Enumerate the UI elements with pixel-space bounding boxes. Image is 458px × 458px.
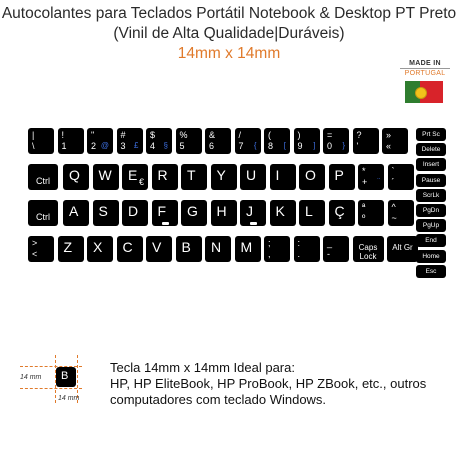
key-label: Q <box>69 167 80 183</box>
key-label: D <box>128 203 139 219</box>
key-label-top: * <box>362 166 366 176</box>
function-key-sticker: Home <box>416 250 446 263</box>
key-sticker <box>235 236 261 262</box>
title-line-2: (Vinil de Alta Qualidade|Duráveis) <box>113 25 345 42</box>
key-label-top: » <box>386 130 392 140</box>
key-sticker <box>87 128 113 154</box>
key-label-alt: @ <box>100 141 109 150</box>
key-label-bottom: 6 <box>209 141 215 151</box>
key-label-bottom: ' <box>356 141 359 151</box>
key-sticker <box>146 236 172 262</box>
key-label-bottom: 5 <box>179 141 185 151</box>
key-label: T <box>187 167 196 183</box>
height-dimension: 14 mm <box>20 374 42 381</box>
function-key-sticker: Delete <box>416 143 446 156</box>
key-label-bottom: 2 <box>91 141 97 151</box>
key-label: R <box>157 167 168 183</box>
key-sticker <box>294 236 320 262</box>
key-sticker <box>382 128 408 154</box>
key-label-top: ? <box>356 130 362 140</box>
description-line: Tecla 14mm x 14mm Ideal para: <box>110 360 295 375</box>
key-sticker <box>205 128 231 154</box>
key-label: Ctrl <box>36 176 50 186</box>
key-label: Z <box>63 239 73 255</box>
function-key-sticker: PgUp <box>416 219 446 232</box>
key-label-bottom: 8 <box>268 141 274 151</box>
key-sticker <box>299 164 325 190</box>
key-label: V <box>152 239 162 255</box>
key-label-bottom: « <box>386 141 392 151</box>
key-sticker <box>63 164 89 190</box>
key-label-bottom: - <box>327 249 330 259</box>
key-label-bottom: º <box>362 213 366 223</box>
key-label-bottom: < <box>32 249 38 259</box>
key-label-top: ( <box>268 130 271 140</box>
key-label-top: = <box>327 130 333 140</box>
key-sticker <box>353 236 384 262</box>
key-label: Y <box>216 167 226 183</box>
key-sticker <box>211 164 237 190</box>
key-sticker <box>28 236 54 262</box>
key-label: P <box>334 167 344 183</box>
key-label: J <box>246 203 253 219</box>
function-key-sticker: Pause <box>416 174 446 187</box>
key-label-top: # <box>120 130 126 140</box>
key-sticker <box>176 236 202 262</box>
key-label-alt: ¨ <box>377 177 380 186</box>
dimension-line <box>20 388 82 389</box>
portugal-flag-icon <box>405 81 443 103</box>
key-label: N <box>211 239 222 255</box>
key-label-alt: [ <box>283 141 286 150</box>
key-label: C <box>122 239 133 255</box>
function-key-sticker: Insert <box>416 158 446 171</box>
key-label-alt: ] <box>313 141 316 150</box>
key-sticker <box>358 164 384 190</box>
key-label: Ctrl <box>36 212 50 222</box>
key-sticker <box>152 200 178 226</box>
key-label-top: ª <box>362 202 366 212</box>
key-label-top: _ <box>327 238 333 248</box>
key-label-bottom: 0 <box>327 141 333 151</box>
key-label: X <box>93 239 103 255</box>
size-label: 14mm x 14mm <box>177 45 281 62</box>
key-label: L <box>305 203 313 219</box>
key-sticker <box>353 128 379 154</box>
key-label-top: " <box>91 130 95 140</box>
key-sticker <box>28 200 58 226</box>
home-bump <box>250 222 257 225</box>
key-sticker <box>388 164 414 190</box>
key-sticker <box>93 164 119 190</box>
key-sticker <box>181 200 207 226</box>
key-sticker <box>28 164 58 190</box>
key-sticker <box>117 236 143 262</box>
made-in-portugal-badge <box>400 60 450 78</box>
key-sticker <box>323 236 349 262</box>
key-label-top: ) <box>297 130 301 140</box>
key-label-bottom: ´ <box>391 177 395 187</box>
key-label: B <box>181 239 191 255</box>
key-label-bottom: 7 <box>238 141 244 151</box>
key-sticker <box>240 200 266 226</box>
key-label: E <box>128 167 138 183</box>
key-label-top: & <box>209 130 216 140</box>
key-sticker <box>323 128 349 154</box>
key-label: M <box>240 239 253 255</box>
key-label: F <box>157 203 167 219</box>
key-label-bottom: 9 <box>297 141 303 151</box>
key-sticker <box>388 200 414 226</box>
key-label-top: ^ <box>391 202 396 212</box>
key-sticker <box>152 164 178 190</box>
key-sticker <box>270 200 296 226</box>
key-sticker <box>93 200 119 226</box>
title-line-1: Autocolantes para Teclados Portátil Notebook & Desktop PT Preto <box>1 5 457 22</box>
key-sticker <box>240 164 266 190</box>
key-sticker <box>270 164 296 190</box>
key-sticker <box>117 128 143 154</box>
key-sticker <box>122 164 148 190</box>
key-label-top: ` <box>391 166 395 176</box>
key-label-bottom: \ <box>32 141 35 151</box>
key-label-top: ; <box>268 238 271 248</box>
key-sticker <box>63 200 89 226</box>
key-sticker <box>87 236 113 262</box>
key-sticker <box>146 128 172 154</box>
key-label-alt: € <box>138 177 144 187</box>
key-label: A <box>69 203 79 219</box>
description-line: HP, HP EliteBook, HP ProBook, HP ZBook, etc., outros <box>110 376 427 391</box>
description-line: computadores com teclado Windows. <box>110 392 327 407</box>
key-label-top: | <box>32 130 35 140</box>
key-sticker <box>387 236 418 262</box>
key-label: K <box>275 203 285 219</box>
key-label: O <box>305 167 316 183</box>
function-key-sticker: End <box>416 234 446 247</box>
key-label-top: / <box>238 130 242 140</box>
home-bump <box>162 222 169 225</box>
key-label: U <box>246 167 257 183</box>
key-sticker <box>264 128 290 154</box>
key-sticker <box>264 236 290 262</box>
description <box>110 360 426 408</box>
product-title <box>0 4 458 64</box>
function-key-sticker: ScrLk <box>416 189 446 202</box>
key-sticker <box>235 128 261 154</box>
key-label-bottom: + <box>362 177 368 187</box>
key-sticker <box>294 128 320 154</box>
key-label-bottom: , <box>268 249 271 259</box>
width-dimension: 14 mm <box>58 395 80 402</box>
key-sticker <box>329 164 355 190</box>
key-label-alt: } <box>342 141 345 150</box>
function-key-sticker: PgDn <box>416 204 446 217</box>
key-label-alt: { <box>253 141 257 150</box>
key-sticker <box>122 200 148 226</box>
key-label: Alt Gr <box>392 243 413 252</box>
key-label: S <box>98 203 108 219</box>
badge-bottom: PORTUGAL <box>400 68 450 78</box>
key-label-top: ! <box>61 130 65 140</box>
key-sticker <box>329 200 355 226</box>
key-label-top: : <box>297 238 301 248</box>
function-key-sticker: Prt Sc <box>416 128 446 141</box>
key-label-top: % <box>179 130 188 140</box>
key-label: I <box>275 167 280 183</box>
key-label: Caps Lock <box>358 243 378 261</box>
key-sticker <box>58 128 84 154</box>
key-label-bottom: . <box>297 249 301 259</box>
key-label: Ç <box>334 203 345 219</box>
key-sticker <box>299 200 325 226</box>
key-label-alt: § <box>163 141 168 150</box>
key-sticker <box>358 200 384 226</box>
key-sticker <box>181 164 207 190</box>
badge-top: MADE IN <box>409 60 441 67</box>
key-label-alt: £ <box>134 141 139 150</box>
key-sticker <box>176 128 202 154</box>
key-sticker <box>211 200 237 226</box>
function-key-sticker: Esc <box>416 265 446 278</box>
key-label: W <box>98 167 112 183</box>
key-sticker <box>58 236 84 262</box>
key-label-top: $ <box>150 130 156 140</box>
key-sticker <box>205 236 231 262</box>
key-label-top: > <box>32 238 38 248</box>
key-label-bottom: ~ <box>391 213 397 223</box>
sample-key: B <box>56 367 76 387</box>
key-label-bottom: 4 <box>150 141 156 151</box>
key-sticker <box>28 128 54 154</box>
key-label: G <box>187 203 198 219</box>
key-label: H <box>216 203 227 219</box>
key-label-bottom: 1 <box>61 141 67 151</box>
key-label-bottom: 3 <box>120 141 126 151</box>
